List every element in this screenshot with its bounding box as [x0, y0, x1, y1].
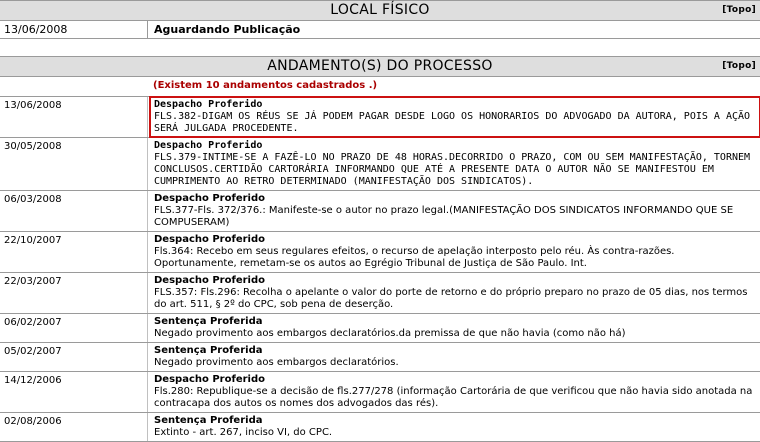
- entry-content: [148, 191, 760, 231]
- entry-content: [148, 273, 760, 313]
- entry-title: Despacho Proferido: [154, 374, 265, 385]
- topo-link-andamentos[interactable]: [Topo]: [722, 61, 756, 71]
- entry-text: Negado provimento aos embargos declaratórios.da premissa de que não havia (como não há): [154, 328, 626, 339]
- entry-row: [0, 232, 760, 273]
- andamentos-header: [0, 56, 760, 77]
- local-fisico-date: 13/06/2008: [0, 21, 148, 38]
- entry-text: FLS.379-INTIME-SE A FAZÊ-LO NO PRAZO DE 48 HORAS.DECORRIDO O PRAZO, COM OU SEM MANIFESTAÇÃO, TORNEM CONCLUSOS.CERTIDÃO CARTORÁRIA INFORMANDO QUE ATÉ A PRESENTE DATA O AUTOR NÃO SE MANIFESTOU EM CUMPRIMENTO AO RETRO DETERMINADO (MANIFESTAÇÃO DOS SINDICATOS).: [154, 152, 751, 187]
- entry-text: FLS.382-DIGAM OS RÉUS SE JÁ PODEM PAGAR DESDE LOGO OS HONORARIOS DO ADVOGADO DA AUTORA, POIS A AÇÃO SERÁ JULGADA PROCEDENTE.: [154, 111, 751, 134]
- entry-row: [0, 372, 760, 413]
- entry-text: Extinto - art. 267, inciso VI, do CPC.: [154, 427, 333, 438]
- entry-content: [148, 138, 760, 190]
- entry-date: 02/08/2006: [0, 413, 148, 441]
- entry-text: Negado provimento aos embargos declaratórios.: [154, 357, 399, 368]
- section-spacer: [0, 39, 760, 56]
- andamentos-title: ANDAMENTO(S) DO PROCESSO: [267, 58, 493, 74]
- entry-row: [0, 314, 760, 343]
- local-fisico-status: Aguardando Publicação: [154, 23, 301, 36]
- local-fisico-header: [0, 0, 760, 21]
- entry-date: 06/02/2007: [0, 314, 148, 342]
- entry-content-highlighted: [150, 97, 760, 137]
- entry-date: 13/06/2008: [0, 97, 148, 137]
- entry-row: [0, 138, 760, 191]
- entry-row: [0, 191, 760, 232]
- entry-text: FLS.357: Fls.296: Recolha o apelante o valor do porte de retorno e do próprio preparo no prazo de 05 dias, nos termos do art. 511, § 2º do CPC, sob pena de deserção.: [154, 287, 748, 310]
- local-fisico-title: LOCAL FÍSICO: [330, 2, 430, 18]
- entry-list: [0, 97, 760, 442]
- topo-link-local-fisico[interactable]: [Topo]: [722, 5, 756, 15]
- entry-content: [148, 343, 405, 371]
- entry-row: [0, 343, 760, 372]
- entry-title: Sentença Proferida: [154, 316, 263, 327]
- entry-content: [148, 232, 760, 272]
- entry-text: Fls.364: Recebo em seus regulares efeitos, o recurso de apelação interposto pelo réu. Às contra-razões. Oportunamente, remetam-se os autos ao Egrégio Tribunal de Justiça de São Paulo. Int.: [154, 246, 675, 269]
- entry-title: Despacho Proferido: [154, 140, 263, 151]
- entry-text: FLS.377-Fls. 372/376.: Manifeste-se o autor no prazo legal.(MANIFESTAÇÃO DOS SINDICATOS INFORMANDO QUE SE COMPUSERAM): [154, 205, 734, 228]
- entry-row: [0, 273, 760, 314]
- entry-title: Sentença Proferida: [154, 415, 263, 426]
- entry-row: [0, 97, 760, 138]
- entry-title: Despacho Proferido: [154, 99, 263, 110]
- entry-date: 14/12/2006: [0, 372, 148, 412]
- entry-date: 05/02/2007: [0, 343, 148, 371]
- entry-content: [148, 413, 338, 441]
- entry-date: 06/03/2008: [0, 191, 148, 231]
- entry-row: [0, 413, 760, 442]
- entry-text: Fls.280: Republique-se a decisão de fls.277/278 (informação Cartorária de que verificou que não havia sido anotada na contracapa dos autos os nomes dos advogados das rés).: [154, 386, 753, 409]
- entry-date: 30/05/2008: [0, 138, 148, 190]
- entry-content: [148, 372, 760, 412]
- entry-date: 22/10/2007: [0, 232, 148, 272]
- entry-title: Despacho Proferido: [154, 275, 265, 286]
- local-fisico-row: [0, 21, 760, 39]
- andamentos-count: (Existem 10 andamentos cadastrados .): [0, 77, 760, 97]
- entry-title: Despacho Proferido: [154, 193, 265, 204]
- entry-title: Despacho Proferido: [154, 234, 265, 245]
- entry-content: [148, 314, 632, 342]
- entry-title: Sentença Proferida: [154, 345, 263, 356]
- entry-date: 22/03/2007: [0, 273, 148, 313]
